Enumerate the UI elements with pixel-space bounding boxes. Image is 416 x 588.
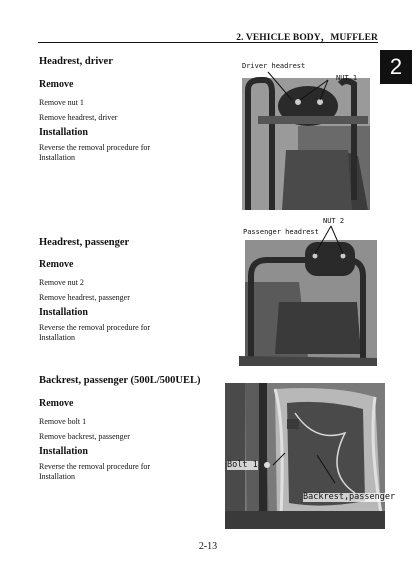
installation-heading: Installation xyxy=(39,307,88,318)
figure-label-driver-headrest: Driver headrest xyxy=(242,62,306,70)
remove-step: Remove nut 2 xyxy=(39,278,84,287)
header-rule xyxy=(38,42,378,43)
driver-headrest-photo xyxy=(228,60,370,210)
installation-heading: Installation xyxy=(39,446,88,457)
running-header: 2. VEHICLE BODY，MUFFLER xyxy=(236,33,378,43)
figure-label-backrest-passenger: Backrest,passenger xyxy=(303,492,396,502)
figure-passenger-backrest xyxy=(225,383,396,529)
installation-text: Reverse the removal procedure for Installation xyxy=(39,462,151,481)
page-number: 2-13 xyxy=(198,541,218,552)
installation-text: Reverse the removal procedure for Installation xyxy=(39,143,151,162)
remove-heading: Remove xyxy=(39,398,74,409)
section-backrest-passenger xyxy=(39,375,219,482)
remove-step: Remove nut 1 xyxy=(39,98,84,107)
remove-heading: Remove xyxy=(39,259,74,270)
figure-label-bolt-1: Bolt 1 xyxy=(227,460,258,470)
remove-step: Remove headrest, driver xyxy=(39,113,118,122)
remove-heading: Remove xyxy=(39,79,74,90)
passenger-backrest-photo xyxy=(225,383,385,529)
passenger-headrest-photo xyxy=(239,216,377,366)
figure-label-passenger-headrest: Passenger headrest xyxy=(243,228,319,236)
installation-text: Reverse the removal procedure for Installation xyxy=(39,323,151,342)
figure-driver-headrest xyxy=(228,60,370,210)
remove-step: Remove bolt 1 xyxy=(39,417,87,426)
section-title: Headrest, passenger xyxy=(39,237,130,248)
section-title: Backrest, passenger (500L/500UEL) xyxy=(39,375,201,386)
section-headrest-driver xyxy=(39,56,219,163)
figure-passenger-headrest xyxy=(239,216,377,366)
remove-step: Remove backrest, passenger xyxy=(39,432,130,441)
figure-label-nut-1: NUT 1 xyxy=(336,74,358,82)
section-headrest-passenger xyxy=(39,237,219,343)
figure-label-nut-2: NUT 2 xyxy=(323,217,345,225)
section-title: Headrest, driver xyxy=(39,56,113,67)
remove-step: Remove headrest, passenger xyxy=(39,293,130,302)
chapter-tab: 2 xyxy=(380,50,412,84)
installation-heading: Installation xyxy=(39,127,88,138)
